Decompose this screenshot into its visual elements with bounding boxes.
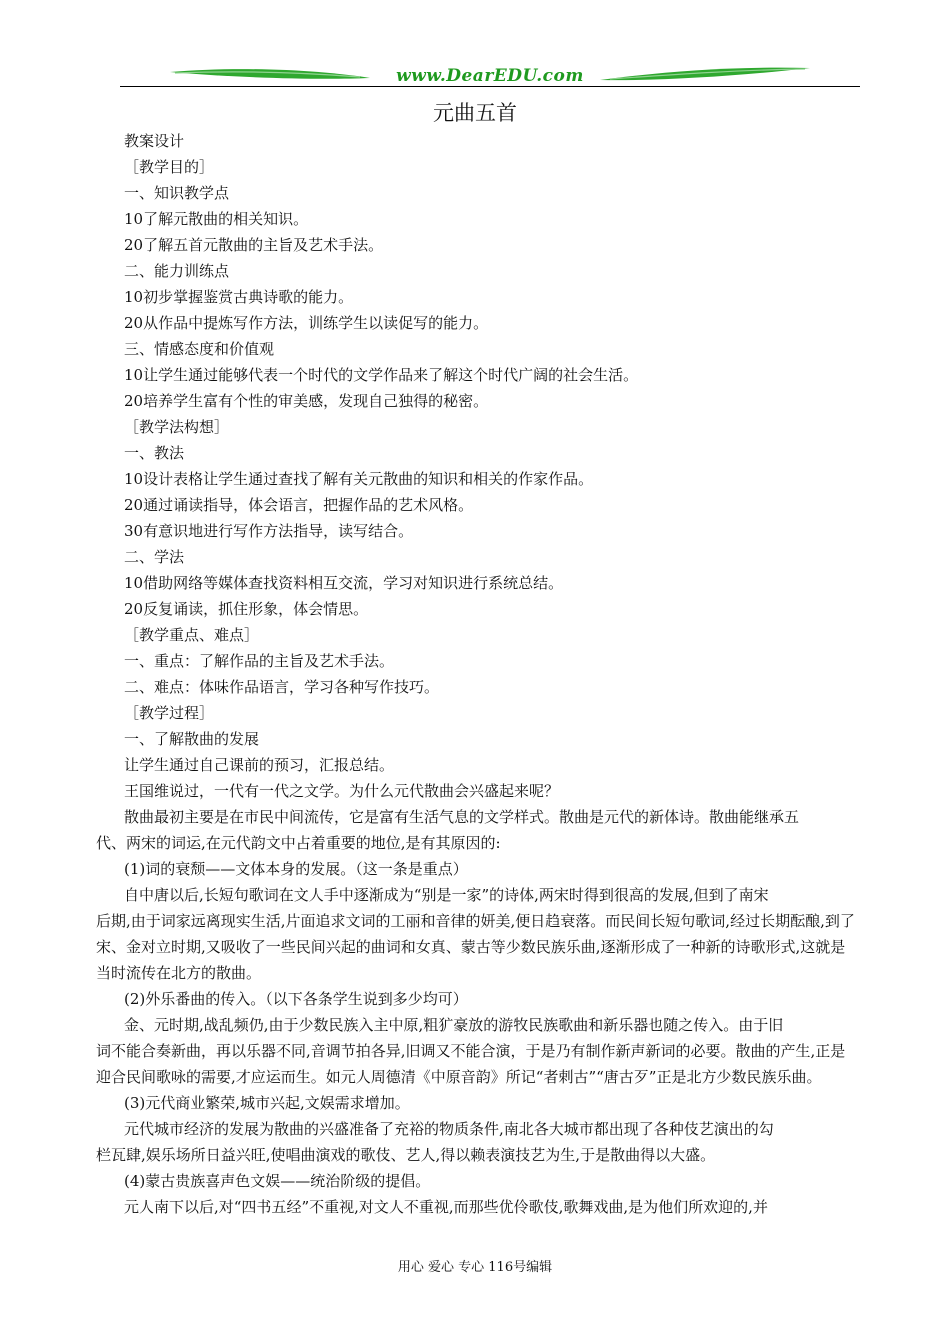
text-line: 10借助网络等媒体查找资料相互交流，学习对知识进行系统总结。 (124, 574, 564, 592)
paragraph-first-line: 元人南下以后,对“四书五经”不重视,对文人不重视,而那些优伶歌伎,歌舞戏曲,是为他们所欢迎的,并 (124, 1198, 768, 1216)
text-line: 10让学生通过能够代表一个时代的文学作品来了解这个时代广阔的社会生活。 (124, 366, 639, 384)
paragraph-first-line: (1)词的衰颓——文体本身的发展。（这一条是重点） (124, 860, 468, 878)
body-paragraph (96, 1012, 860, 1090)
site-header-banner (120, 62, 860, 92)
body-paragraph (96, 882, 860, 986)
site-logo-text[interactable]: www.DearEDU.com (396, 66, 584, 86)
text-line: ［教学目的］ (124, 158, 215, 176)
paragraph-first-line: 元代城市经济的发展为散曲的兴盛准备了充裕的物质条件,南北各大城市都出现了各种伎艺演出的勾 (124, 1120, 774, 1138)
body-paragraph (96, 1116, 860, 1168)
text-line: 二、难点：体味作品语言，学习各种写作技巧。 (124, 678, 440, 696)
page-title: 元曲五首 (433, 101, 517, 125)
paragraph-first-line: 自中唐以后,长短句歌词在文人手中逐渐成为“别是一家”的诗体,两宋时得到很高的发展,但到了南宋 (124, 886, 769, 904)
body-paragraph (124, 1168, 860, 1194)
text-line: 20反复诵读，抓住形象，体会情思。 (124, 600, 369, 618)
text-line: ［教学过程］ (124, 704, 215, 722)
paragraph-first-line: 金、元时期,战乱频仍,由于少数民族入主中原,粗犷豪放的游牧民族歌曲和新乐器也随之传入。由于旧 (124, 1016, 784, 1034)
text-line: 让学生通过自己课前的预习，汇报总结。 (124, 756, 395, 774)
text-line: 30有意识地进行写作方法指导，读写结合。 (124, 522, 414, 540)
text-line: 20从作品中提炼写作方法，训练学生以读促写的能力。 (124, 314, 489, 332)
paragraph-first-line: 散曲最初主要是在市民中间流传，它是富有生活气息的文学样式。散曲是元代的新体诗。散曲能继承五 (124, 808, 800, 826)
page-footer: 用心 爱心 专心 116号编辑 (397, 1260, 553, 1275)
text-line: ［教学重点、难点］ (124, 626, 260, 644)
text-line: 一、了解散曲的发展 (124, 730, 260, 748)
text-line: 教案设计 (124, 132, 185, 150)
paragraph-first-line: (2)外乐番曲的传入。（以下各条学生说到多少均可） (124, 990, 468, 1008)
paragraph-continuation: 栏瓦肆,娱乐场所日益兴旺,使唱曲演戏的歌伎、艺人,得以赖表演技艺为生,于是散曲得以大盛。 (96, 1146, 716, 1164)
paragraph-continuation: 代、两宋的词运,在元代韵文中占着重要的地位,是有其原因的: (96, 834, 501, 852)
paragraph-continuation: 后期,由于词家远离现实生活,片面追求文词的工丽和音律的妍美,便日趋衰落。而民间长短句歌词,经过长期酝酿,到了宋、金对立时期,又吸收了一些民间兴起的曲词和女真、蒙古等少数民族乐曲,逐渐形成了一种新的诗歌形式,这就是当时流传在北方的散曲。 (96, 912, 855, 982)
paragraph-continuation: 词不能合奏新曲，再以乐器不同,音调节拍各异,旧调又不能合演，于是乃有制作新声新词的必要。散曲的产生,正是迎合民间歌咏的需要,才应运而生。如元人周德清《中原音韵》所记“者剌古”“唐古歹”正是北方少数民族乐曲。 (96, 1042, 846, 1086)
text-line: 王国维说过，一代有一代之文学。为什么元代散曲会兴盛起来呢？ (124, 782, 560, 800)
text-line: ［教学法构想］ (124, 418, 230, 436)
body-paragraph (124, 1194, 860, 1220)
paragraph-first-line: (3)元代商业繁荣,城市兴起,文娱需求增加。 (124, 1094, 410, 1112)
body-paragraph (124, 1090, 860, 1116)
text-line: 三、情感态度和价值观 (124, 340, 275, 358)
text-line: 10设计表格让学生通过查找了解有关元散曲的知识和相关的作家作品。 (124, 470, 594, 488)
text-line: 一、教法 (124, 444, 185, 462)
paragraph-first-line: (4)蒙古贵族喜声色文娱——统治阶级的提倡。 (124, 1172, 431, 1190)
body-paragraph (96, 804, 860, 856)
text-line: 10初步掌握鉴赏古典诗歌的能力。 (124, 288, 354, 306)
text-line: 一、知识教学点 (124, 184, 230, 202)
text-line: 20培养学生富有个性的审美感，发现自己独得的秘密。 (124, 392, 489, 410)
text-line: 20了解五首元散曲的主旨及艺术手法。 (124, 236, 384, 254)
document-body (96, 128, 860, 1220)
body-paragraph (124, 986, 860, 1012)
text-line: 20通过诵读指导，体会语言，把握作品的艺术风格。 (124, 496, 474, 514)
text-line: 一、重点：了解作品的主旨及艺术手法。 (124, 652, 395, 670)
text-line: 二、学法 (124, 548, 185, 566)
text-line: 二、能力训练点 (124, 262, 230, 280)
body-paragraph (124, 856, 860, 882)
text-line: 10了解元散曲的相关知识。 (124, 210, 309, 228)
header-rule (120, 86, 860, 87)
